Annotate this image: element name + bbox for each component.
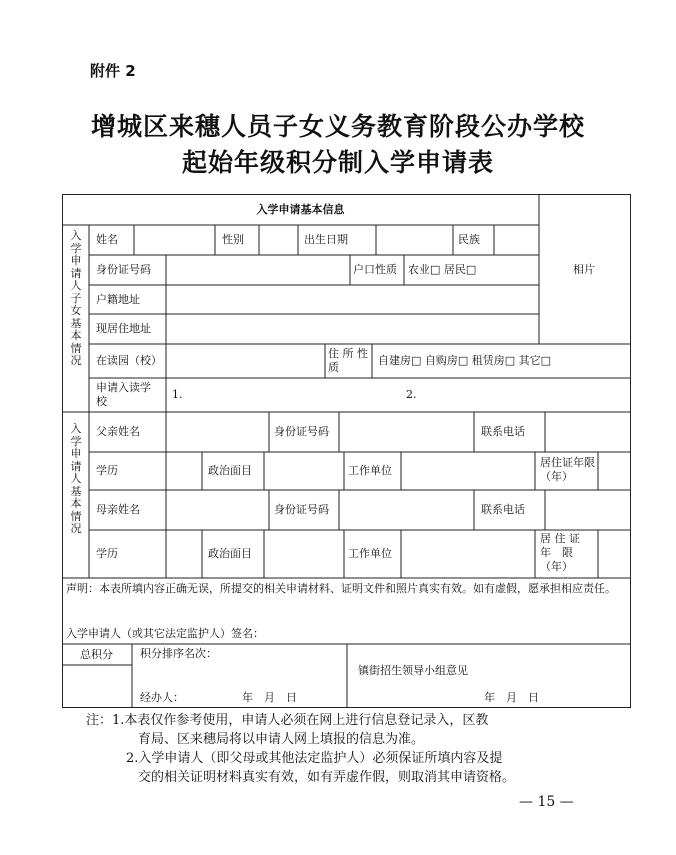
mother-id-number-label: 身份证号码	[274, 503, 329, 516]
school-choice-2: 2.	[406, 388, 417, 401]
father-phone-label: 联系电话	[481, 425, 525, 438]
father-permit-term-label: 居住证年限（年）	[540, 456, 595, 483]
declaration-text: 声明：本表所填内容正确无误，所提交的相关申请材料、证明文件和照片真实有效。如有虚假，愿承担相应责任。	[66, 582, 616, 595]
mother-political-status-label: 政治面目	[208, 547, 252, 560]
mother-education-label: 学历	[96, 547, 118, 560]
target-school-label: 申请入读学校	[96, 381, 151, 408]
note-1-line-1: 注：1.本表仅作参考使用，申请人必须在网上进行信息登记录入，区教	[86, 713, 489, 728]
town-opinion-date: 年 月 日	[484, 691, 539, 704]
ethnicity-label: 民族	[458, 233, 480, 246]
ranking-label: 积分排序名次：	[140, 647, 217, 660]
father-education-label: 学历	[96, 464, 118, 477]
birth-date-label: 出生日期	[304, 233, 348, 246]
page-title-line-2: 起始年级积分制入学申请表	[181, 148, 494, 177]
note-1-line-2: 育局、区来穗局将以申请人网上填报的信息为准。	[138, 732, 425, 747]
handler-date: 年 月 日	[242, 691, 297, 704]
page-title-line-1: 增城区来穗人员子女义务教育阶段公办学校	[90, 112, 585, 141]
total-score-label: 总积分	[80, 648, 113, 661]
school-choice-1: 1.	[172, 388, 183, 401]
mother-employer-label: 工作单位	[348, 547, 392, 560]
father-political-status-label: 政治面目	[208, 464, 252, 477]
mother-phone-label: 联系电话	[481, 503, 525, 516]
housing-type-options[interactable]: 自建房□ 自购房□ 租赁房□ 其它□	[378, 354, 552, 367]
father-employer-label: 工作单位	[348, 464, 392, 477]
current-school-label: 在读园（校）	[96, 354, 162, 367]
housing-type-label: 住 所 性质	[328, 347, 368, 374]
mother-permit-term-label: 居 住 证 年 限 （年）	[540, 532, 580, 573]
note-2-line-2: 交的相关证明材料真实有效，如有弄虚作假，则取消其申请资格。	[138, 770, 516, 785]
name-label: 姓名	[96, 233, 118, 246]
hukou-type-options[interactable]: 农业□ 居民□	[408, 263, 477, 276]
hukou-type-label: 户口性质	[353, 263, 397, 276]
page-number: — 15 —	[519, 794, 574, 810]
note-2-line-1: 2.入学申请人（即父母或其他法定监护人）必须保证所填内容及提	[126, 751, 503, 766]
notes-block	[86, 711, 515, 787]
father-id-number-label: 身份证号码	[274, 425, 329, 438]
child-id-number-label: 身份证号码	[96, 263, 151, 276]
parent-section-label: 入学申请人基本情况	[70, 422, 82, 535]
signature-label: 入学申请人（或其它法定监护人）签名：	[66, 627, 264, 640]
handler-label: 经办人：	[140, 691, 184, 704]
town-opinion-label: 镇街招生领导小组意见	[358, 664, 468, 677]
gender-label: 性别	[222, 233, 244, 246]
mother-name-label: 母亲姓名	[96, 503, 140, 516]
hukou-address-label: 户籍地址	[96, 293, 140, 306]
photo-label: 相片	[573, 263, 595, 276]
section-header-basic-info: 入学申请基本信息	[256, 203, 345, 216]
application-form-table	[62, 194, 631, 708]
attachment-label: 附件 2	[90, 62, 136, 80]
current-address-label: 现居住地址	[96, 322, 151, 335]
father-name-label: 父亲姓名	[96, 425, 140, 438]
child-section-label: 入学申请人子女基本情况	[70, 229, 82, 367]
